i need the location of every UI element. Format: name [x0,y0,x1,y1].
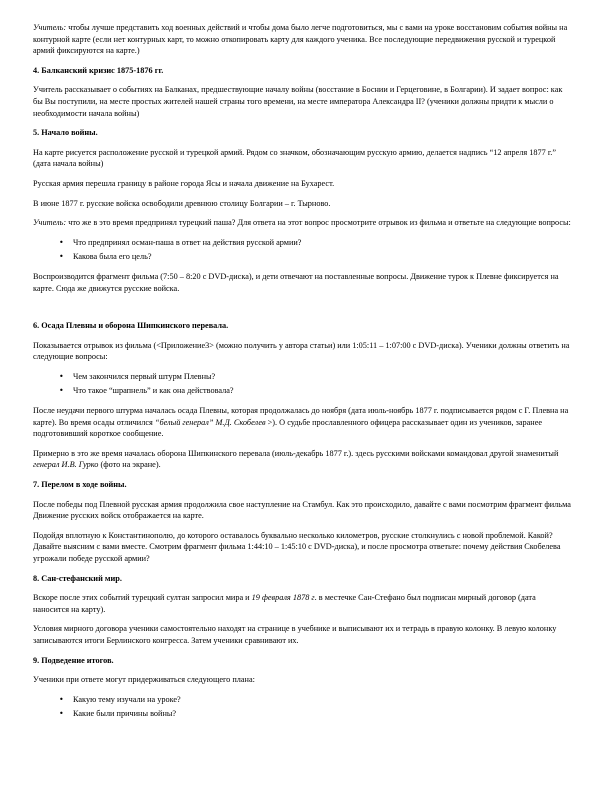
section-7-paragraph-1: После победы под Плевной русская армия продолжила свое наступление на Стамбул. Как это происходило, давайте с вами посмотрим фрагмент фильма Движение русских войск отображается на карте. [33,499,571,521]
list-item: • Какие были причины войны? [73,708,572,720]
spacer [33,302,572,316]
section-8-date: 19 февраля 1878 г [251,593,315,603]
section-6-heading: 6. Осада Плевны и оборона Шипкинского перевала. [33,321,229,331]
list-item: • Что такое “шрапнель” и как она действовала? [73,385,572,397]
section-6-text-c: Примерно в это же время началась оборона Шипкинского перевала (июль-декабрь 1877 г.). здесь русскими войсками командовал другой знаменитый [33,448,559,458]
list-item: • Какую тему изучали на уроке? [73,694,572,706]
section-7-paragraph-2: Подойдя вплотную к Константинополю, до которого оставалось буквально несколько километров, русские столкнулись с новой проблемой. Какой? Давайте выясним с вами вместе. Смотрим фрагмент фильма 1:44:10 – 1:45:10 с DVD-диска), и после просмотра ответьте: почему действия Скобелева угрожали победе русской армии? [33,530,561,563]
section-6-paragraph-1: Показывается отрывок из фильма (<Приложение3> (можно получить у автора статьи) или 1:05:11 – 1:07:00 с DVD-диска). Ученики должны ответить на следующие вопросы: [33,340,570,362]
section-5-question-list [33,237,572,263]
section-8-paragraph-2: Условия мирного договора ученики самостоятельно находят на странице в учебнике и выписывают их и тетрадь в правую колонку. В левую колонку записываются итоги Берлинского конгресса. Затем ученики сравнивают их. [33,624,557,645]
section-9-plan-list [33,694,572,720]
section-5-speaker: Учитель: [33,218,67,228]
section-5-heading: 5. Начало войны. [33,128,98,138]
section-5-paragraph-2: Русская армия перешла границу в районе города Ясы и начала движение на Бухарест. [33,178,335,188]
section-5-question: что же в это время предпринял турецкий паша? Для ответа на этот вопрос просмотрите отрывок из фильма и ответьте на следующие вопросы: [66,218,571,228]
section-8-text-b: . в местечке Сан-Стефано был подписан мирный договор (дата наносится на карту). [33,593,536,614]
intro-text: чтобы лучше представить ход военных действий и чтобы дома было легче подготовиться, мы с вами на уроке восстановим события войны на контурной карте (если нет контурных карт, то можно откопировать карту для каждого ученика. Все последующие передвижения русской и турецкой армий фиксируются на карте.) [33,23,568,56]
section-6-paragraph-3 [33,448,572,471]
section-4-paragraph: Учитель рассказывает о событиях на Балканах, предшествующие началу войны (восстание в Боснии и Герцеговине, в Болгарии). И задает вопрос: как бы Вы поступили, на месте простых жителей нашей страны того времени, на месте императора Александра II? (ученики должны придти к мысли о необходимости начала войны) [33,85,563,118]
section-6-question-list [33,371,572,397]
section-6-skobelev: “белый генерал” М.Д. Скобелев [154,417,266,427]
section-6-text-d: (фото на экране). [98,460,161,470]
section-5-paragraph-3: В июне 1877 г. русские войска освободили древнюю столицу Болгарии – г. Тырново. [33,198,331,208]
section-8-paragraph-1 [33,592,572,615]
list-item: • Что предпринял осман-паша в ответ на действия русской армии? [73,237,572,249]
section-5-paragraph-1: На карте рисуется расположение русской и турецкой армий. Рядом со значком, обозначающим русскую армию, делается надпись “12 апреля 1877 г.” (дата начала войны) [33,147,557,169]
list-item: • Чем закончился первый штурм Плевны? [73,371,572,383]
section-7-heading: 7. Перелом в ходе войны. [33,480,127,490]
section-6-text-a: После неудачи первого штурма началась осада Плевны, которая продолжалась до ноября (дата июль-ноябрь 1877 г. подписывается рядом с Г. Плевна на карте). Во время осады отличился [33,406,569,427]
section-6-paragraph-2 [33,405,572,440]
section-8-heading: 8. Сан-стефанский мир. [33,573,122,583]
section-5-paragraph-5: Воспроизводится фрагмент фильма (7:50 – 8:20 с DVD-диска), и дети отвечают на поставленные вопросы. Движение турок к Плевне фиксируется на карте. Сюда же движутся русские войска. [33,271,559,293]
section-9-heading: 9. Подведение итогов. [33,655,114,665]
section-4-heading: 4. Балканский кризис 1875-1876 гг. [33,65,164,75]
intro-paragraph [33,22,572,57]
section-9-paragraph: Ученики при ответе могут придерживаться следующего плана: [33,675,255,685]
section-6-gurko: генерал И.В. Гурко [33,460,99,470]
section-6-text-b: >). О судьбе прославленного офицера рассказывает один из учеников, заранее подготовивший короткое сообщение. [33,417,543,439]
intro-speaker: Учитель: [33,23,67,32]
section-8-text-a: Вскоре после этих событий турецкий султан запросил мира и [33,593,252,603]
section-5-paragraph-4 [33,217,572,229]
list-item: • Какова была его цель? [73,251,572,263]
